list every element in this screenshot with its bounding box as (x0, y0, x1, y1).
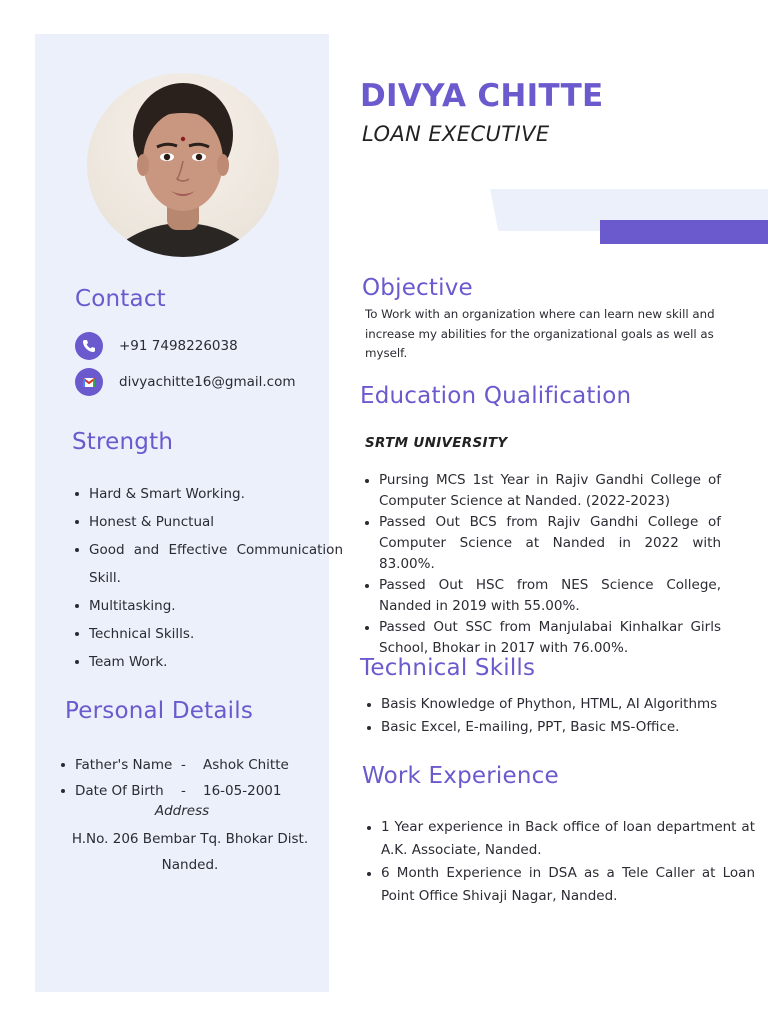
contact-heading: Contact (75, 286, 166, 312)
personal-dash: - (181, 783, 186, 799)
list-item: Team Work. (73, 648, 343, 676)
personal-heading: Personal Details (65, 698, 254, 724)
contact-email-row (75, 368, 296, 396)
list-item: Good and Effective Communication (73, 536, 343, 564)
decorative-accent-bar (600, 220, 768, 244)
technical-list (365, 693, 745, 739)
list-item: Passed Out SSC from Manjulabai Kinhalkar Girls School, Bhokar in 2017 with 76.00%. (363, 617, 721, 659)
education-list (363, 470, 721, 659)
gmail-icon (75, 368, 103, 396)
list-item: Pursing MCS 1st Year in Rajiv Gandhi College of Computer Science at Nanded. (2022-2023) (363, 470, 721, 512)
personal-key: Father's Name (75, 757, 173, 773)
work-list (365, 816, 755, 908)
candidate-name: DIVYA CHITTE (360, 78, 604, 114)
strength-list (73, 480, 343, 676)
job-title: LOAN EXECUTIVE (362, 122, 550, 146)
profile-photo (87, 73, 279, 257)
list-item: Basis Knowledge of Phython, HTML, AI Algorithms (365, 693, 745, 716)
list-item: Passed Out HSC from NES Science College, Nanded in 2019 with 55.00%. (363, 575, 721, 617)
list-item: Honest & Punctual (73, 508, 343, 536)
profile-photo-image (87, 73, 279, 257)
personal-value: Ashok Chitte (203, 757, 289, 773)
personal-list (59, 752, 319, 804)
personal-key: Date Of Birth (75, 783, 164, 799)
list-item: 6 Month Experience in DSA as a Tele Caller at Loan Point Office Shivaji Nagar, Nanded. (365, 862, 755, 908)
technical-heading: Technical Skills (360, 655, 536, 681)
personal-value: 16-05-2001 (203, 783, 282, 799)
contact-phone-row (75, 332, 238, 360)
list-item: Hard & Smart Working. (73, 480, 343, 508)
university-name: SRTM UNIVERSITY (365, 435, 508, 451)
list-item: Basic Excel, E-mailing, PPT, Basic MS-Office. (365, 716, 745, 739)
work-heading: Work Experience (362, 763, 559, 789)
objective-text: To Work with an organization where can learn new skill and increase my abilities for the organizational goals as well as myself. (365, 307, 715, 360)
education-heading: Education Qualification (360, 383, 632, 409)
phone-icon (75, 332, 103, 360)
list-item (59, 778, 319, 804)
list-item (59, 752, 319, 778)
address-line: H.No. 206 Bembar Tq. Bhokar Dist. (71, 831, 309, 847)
list-item-continuation: Skill. (89, 570, 121, 586)
contact-phone: +91 7498226038 (119, 338, 238, 354)
list-item: Multitasking. (73, 592, 343, 620)
contact-email[interactable]: divyachitte16@gmail.com (119, 374, 296, 390)
list-item: Technical Skills. (73, 620, 343, 648)
address-text (50, 826, 330, 878)
strength-heading: Strength (72, 429, 174, 455)
address-line: Nanded. (161, 857, 219, 873)
objective-heading: Objective (362, 275, 473, 301)
address-label: Address (154, 803, 210, 819)
list-item: Passed Out BCS from Rajiv Gandhi College of Computer Science at Nanded in 2022 with 83.00%. (363, 512, 721, 575)
personal-dash: - (181, 757, 186, 773)
list-item: 1 Year experience in Back office of loan department at A.K. Associate, Nanded. (365, 816, 755, 862)
